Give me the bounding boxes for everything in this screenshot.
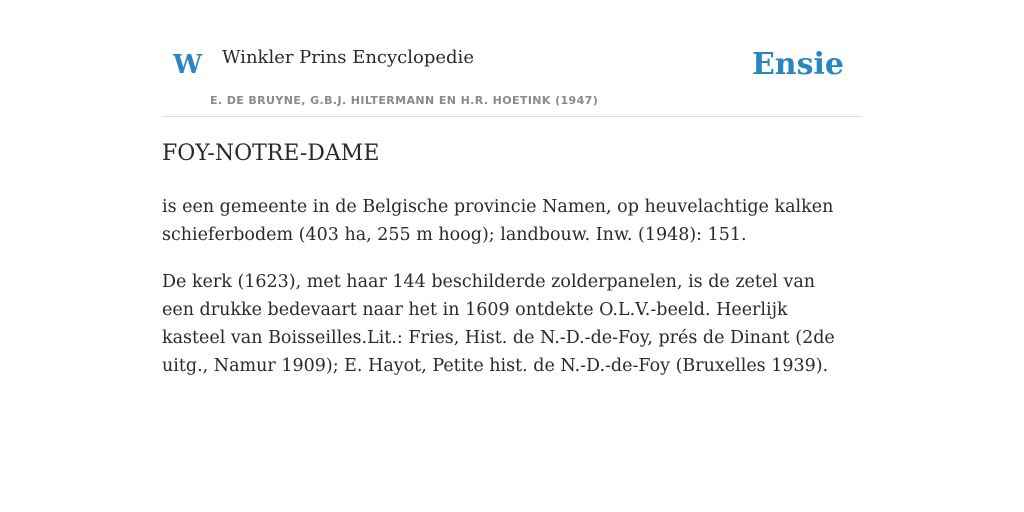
- article: [162, 140, 842, 399]
- source-header: [162, 36, 862, 117]
- source-title[interactable]: Winkler Prins Encyclopedie: [222, 47, 474, 68]
- ensie-logo-link[interactable]: Ensie: [751, 47, 844, 82]
- article-paragraph: is een gemeente in de Belgische provincie Namen, op heuvelachtige kalken schieferbodem (403 ha, 255 m hoog); landbouw. Inw. (1948): 151.: [162, 196, 834, 245]
- source-authors: E. DE BRUYNE, G.B.J. HILTERMANN EN H.R. HOETINK (1947): [210, 94, 599, 107]
- source-logo-icon: W: [173, 50, 203, 80]
- article-paragraph: De kerk (1623), met haar 144 beschilderde zolderpanelen, is de zetel van een drukke bedevaart naar het in 1609 ontdekte O.L.V.-beeld. Heerlijk kasteel van Boisseilles.Lit.: Fries, Hist. de N.-D.-de-Foy, prés de Dinant (2de uitg., Namur 1909); E. Hayot, Petite hist. de N.-D.-de-Foy (Bruxelles 1939).: [162, 271, 835, 376]
- article-title: FOY-NOTRE-DAME: [162, 141, 380, 166]
